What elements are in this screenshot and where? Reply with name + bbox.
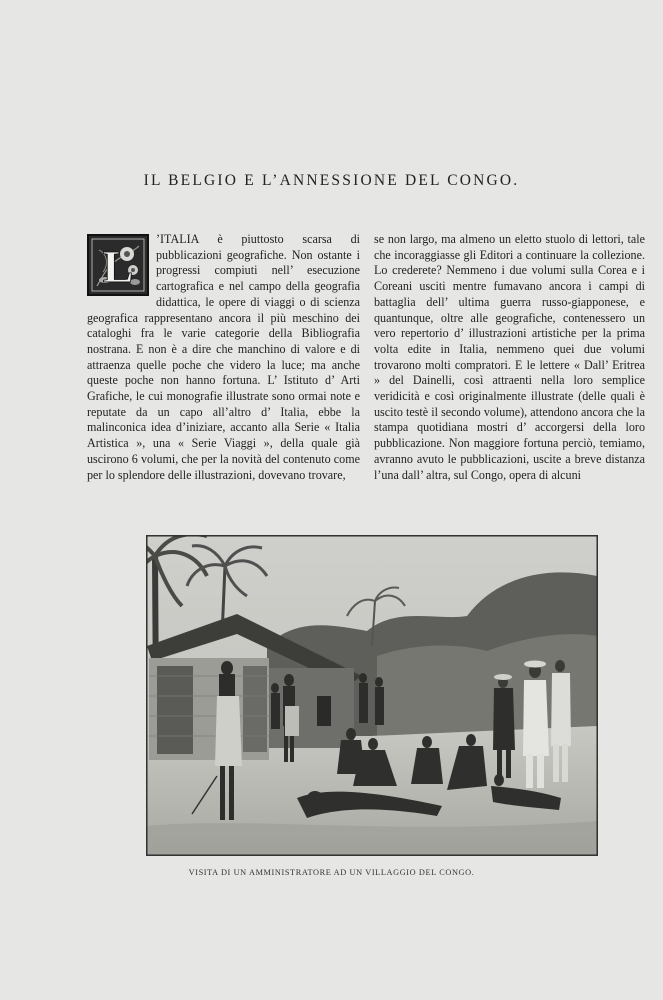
right-column-paragraph: se non largo, ma almeno un eletto stuolo di lettori, tale che incoraggiasse gli Editori a continuare la collezione. Lo crederete? Nemmeno i due volumi sulla Corea e i Coreani usciti mentre fumavano ancora i campi di battaglia dell’ ultima guerra russo-giapponese, e quantunque, oltre alle geografiche, contenessero un vero repertorio d’ illustrazioni artistiche per la prima volta edite in Italia, nemmeno quei due volumi trovarono molti compratori. E le lettere « Dall’ Eritrea » del Dainelli, così attraenti nella loro semplice veridicità e così originalmente illustrate (delle quali è uscito testè il secondo volume), attendono ancora che la stampa quotidiana mostri d’ accorgersi della loro pubblicazione. Non maggiore fortuna perciò, temiamo, avranno avuto le pubblicazioni, uscite a breve distanza l’una dall’ altra, sul Congo, opera di alcuni: [374, 232, 645, 482]
photo-caption: VISITA DI UN AMMINISTRATORE AD UN VILLAGGIO DEL CONGO.: [188, 868, 475, 877]
decorated-initial-letter: [87, 234, 149, 296]
right-text-column: [374, 232, 645, 483]
article-title: IL BELGIO E L’ANNESSIONE DEL CONGO.: [143, 172, 520, 189]
village-photograph: [146, 535, 598, 856]
initial-glyph: L: [102, 241, 134, 292]
left-text-column: [87, 232, 360, 483]
left-column-paragraph: ’ITALIA è piuttosto scarsa di pubblicazioni geografiche. Non ostante i progressi compiuti nell’ esecuzione cartografica e nel campo della geografia didattica, le opere di viaggi o di scienza geografica rappresentano ancora il più meschino dei cataloghi fra le varie categorie della Bibliografia nostrana. E non è a dire che manchino di valore e di attraenza quelle poche che videro la luce; ma anche queste poche non hanno fortuna. L’ Istituto d’ Arti Grafiche, le cui monografie illustrate sono ormai note e reputate da un capo all’altro d’ Italia, ebbe la malinconica idea d’iniziare, accanto alla Serie « Italia Artistica », una « Serie Viaggi », della quale già uscirono 6 volumi, che per la novità del contenuto come per lo splendore delle illustrazioni, dovevano trovare,: [87, 232, 360, 482]
